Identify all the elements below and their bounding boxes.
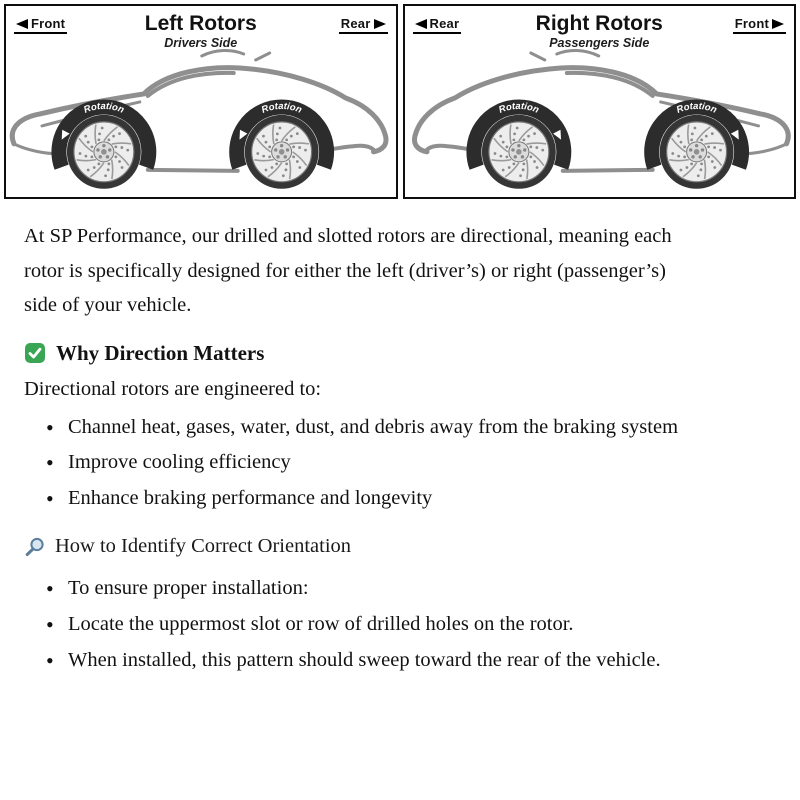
rotor-direction-diagram xyxy=(0,0,800,201)
panel-titles xyxy=(145,12,257,50)
list-item: • Enhance braking performance and longevity xyxy=(44,482,684,516)
corner-label: Front xyxy=(31,16,66,31)
panel-titles xyxy=(536,12,663,50)
magnifier-icon xyxy=(24,536,46,558)
rear-direction-label xyxy=(339,16,388,34)
list-item: • Channel heat, gases, water, dust, and debris away from the braking system xyxy=(44,411,684,445)
panel-title: Left Rotors xyxy=(144,12,257,35)
section-heading-text: Why Direction Matters xyxy=(56,340,265,365)
svg-text:Rotation: Rotation xyxy=(674,100,718,116)
list-item: • When installed, this pattern should sweep toward the rear of the vehicle. xyxy=(44,644,684,678)
front-direction-label xyxy=(733,16,786,34)
right-car-illustration xyxy=(405,46,795,198)
panel-subtitle: Drivers Side xyxy=(164,35,238,50)
left-arrow-icon xyxy=(415,19,427,29)
left-panel-header xyxy=(6,6,396,50)
benefits-list xyxy=(44,411,776,516)
lead-paragraph: Directional rotors are engineered to: xyxy=(24,377,322,400)
svg-text:Rotation: Rotation xyxy=(496,100,541,116)
corner-label: Rear xyxy=(429,16,460,31)
corner-label: Rear xyxy=(340,16,371,31)
section-heading-text: How to Identify Correct Orientation xyxy=(55,535,352,558)
orientation-list xyxy=(44,572,776,677)
svg-text:Rotation: Rotation xyxy=(260,100,304,116)
list-item: • To ensure proper installation: xyxy=(44,572,684,606)
panel-subtitle: Passengers Side xyxy=(549,35,650,50)
corner-label: Front xyxy=(734,16,769,31)
right-panel-header xyxy=(405,6,795,50)
list-item: • Improve cooling efficiency xyxy=(44,446,684,480)
panel-title: Right Rotors xyxy=(535,12,663,35)
check-icon xyxy=(24,342,46,364)
rear-direction-label xyxy=(413,16,462,34)
left-car-illustration xyxy=(6,46,396,198)
section-heading-identify-orientation xyxy=(24,535,776,558)
right-arrow-icon xyxy=(772,19,784,29)
list-item: • Locate the uppermost slot or row of drilled holes on the rotor. xyxy=(44,608,684,642)
article xyxy=(0,201,800,717)
left-arrow-icon xyxy=(16,19,28,29)
section-heading-why-direction-matters xyxy=(24,341,776,366)
intro-paragraph: At SP Performance, our drilled and slotted rotors are directional, meaning each rotor is specifically designed for either the left (driver’s) or right (passenger’s) side of your vehicle. xyxy=(24,225,672,317)
left-rotors-panel xyxy=(4,4,398,199)
right-arrow-icon xyxy=(374,19,386,29)
front-direction-label xyxy=(14,16,67,34)
svg-text:Rotation: Rotation xyxy=(82,100,126,116)
right-rotors-panel xyxy=(403,4,797,199)
